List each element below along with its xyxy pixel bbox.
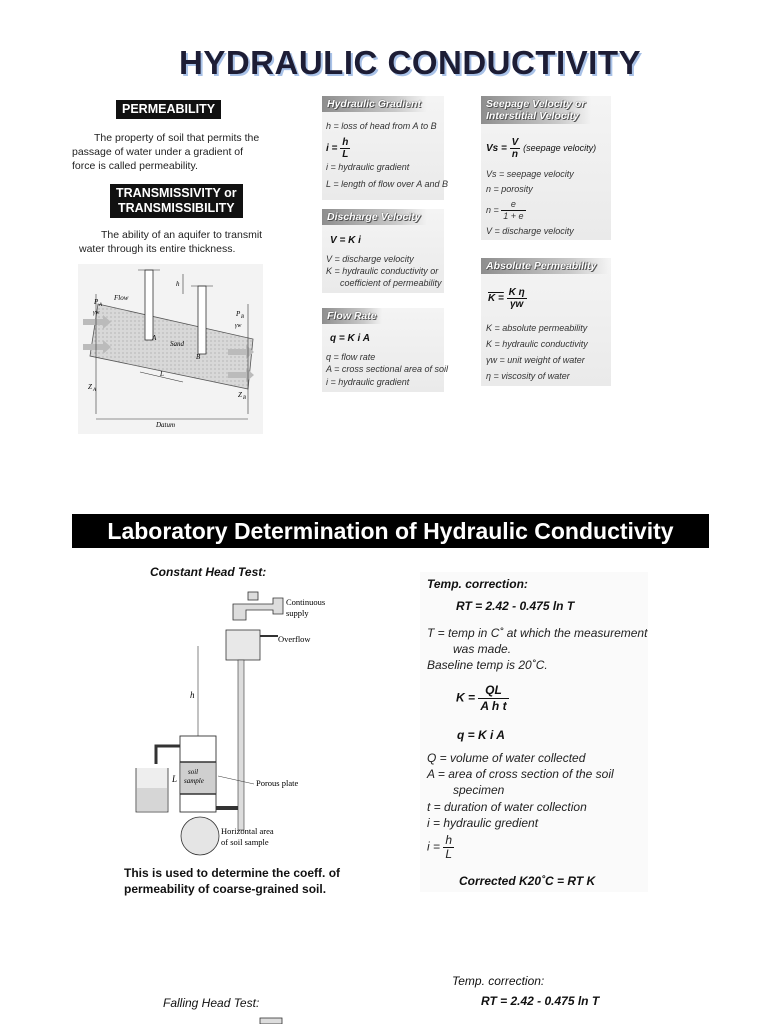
pa-label: P	[94, 298, 99, 306]
eq-left: i =	[427, 839, 441, 854]
overflow-label: Overflow	[278, 634, 311, 644]
eq-num: e	[501, 199, 525, 211]
pa-sub-label: A	[99, 303, 103, 308]
pb-sub-label: B	[241, 315, 245, 320]
transmissivity-line: water through its entire thickness.	[79, 243, 236, 255]
eq-left: K =	[456, 690, 476, 705]
za-sub-label: A	[93, 388, 97, 393]
datum-label: Datum	[156, 421, 176, 429]
flow-rate-header: Flow Rate	[322, 308, 382, 324]
za-label: Z	[88, 383, 92, 391]
eq-num: h	[342, 137, 349, 148]
permeability-label: PERMEABILITY	[116, 100, 221, 119]
absolute-permeability-line: K = hydraulic conductivity	[486, 339, 588, 349]
seepage-line: Vs = seepage velocity	[486, 169, 574, 179]
flow-rate-equation: q = K i A	[330, 333, 370, 344]
sand-label: Sand	[170, 340, 184, 348]
sample-label: sample	[184, 777, 204, 785]
hydraulic-gradient-line: h = loss of head from A to B	[326, 121, 437, 131]
piezometer-a	[145, 270, 153, 340]
page-title: HYDRAULIC CONDUCTIVITY	[179, 44, 641, 81]
discharge-velocity-line: V = discharge velocity	[326, 254, 414, 264]
hydraulic-gradient-header: Hydraulic Gradient	[322, 96, 427, 112]
horizontal-area-circle	[181, 817, 219, 855]
h-label: h	[176, 280, 180, 288]
eq-num: V	[511, 137, 519, 148]
constant-head-title: Constant Head Test:	[150, 565, 267, 579]
eq-den: γw	[510, 299, 524, 310]
absolute-permeability-line: γw = unit weight of water	[486, 355, 585, 365]
definition-line: i = hydraulic gredient	[427, 816, 539, 830]
aquifer-flow-diagram	[78, 264, 263, 434]
discharge-velocity-header: Discharge Velocity	[322, 209, 427, 225]
gamma-w-label: γw	[235, 323, 242, 329]
eq-note: (seepage velocity)	[523, 143, 597, 154]
eq-den: L	[445, 847, 453, 861]
flow-label: Flow	[114, 294, 129, 302]
seepage-velocity-header	[481, 96, 591, 124]
discharge-velocity-line: K = hydraulic conductivity or	[326, 266, 439, 276]
permeability-line: force is called permeability.	[72, 160, 198, 172]
upper-reservoir	[226, 630, 260, 660]
horizontal-area-label: Horizontal area	[221, 826, 274, 836]
temp-correction-line: was made.	[453, 642, 512, 656]
eq-left: i =	[326, 143, 338, 155]
constant-head-caption-line: permeability of coarse-grained soil.	[124, 882, 327, 896]
definition-line: t = duration of water collection	[427, 800, 587, 814]
eq-den: 1 + e	[503, 211, 524, 221]
permeability-text	[72, 131, 272, 173]
horizontal-area-label: of soil sample	[221, 837, 269, 847]
porosity-equation	[486, 199, 526, 222]
transmissivity-label	[110, 184, 243, 218]
transmissivity-text	[79, 228, 279, 256]
transmissivity-label-line: TRANSMISSIVITY or	[116, 186, 237, 200]
eq-num: QL	[478, 683, 508, 699]
temp-correction-line: Baseline temp is 20˚C.	[427, 658, 548, 672]
soil-label: soil	[188, 768, 199, 776]
k-equation	[456, 683, 509, 714]
continuous-label: Continuous	[286, 597, 326, 607]
definition-line: Q = volume of water collected	[427, 751, 586, 765]
zb-sub-label: B	[243, 396, 247, 401]
supply-label: supply	[286, 608, 309, 618]
falling-head-apparatus-top	[256, 1016, 286, 1024]
piezometer-b	[198, 286, 206, 354]
discharge-velocity-equation: V = K i	[330, 235, 361, 246]
eq-den: L	[342, 149, 349, 160]
h-label: h	[190, 690, 195, 700]
l-label: L	[160, 370, 164, 378]
falling-head-title: Falling Head Test:	[163, 996, 260, 1010]
flow-rate-line: q = flow rate	[326, 352, 376, 362]
eq-num: h	[445, 833, 453, 847]
q-equation: q = K i A	[457, 728, 505, 742]
eq-den: A h t	[480, 699, 507, 713]
seepage-header-line: Interstitial Velocity	[486, 110, 579, 122]
eq-den: n	[511, 149, 519, 160]
temp-correction-panel	[420, 572, 648, 892]
hydraulic-gradient-line: L = length of flow over A and B	[326, 179, 448, 189]
faucet-icon	[233, 598, 283, 620]
eq-left: n =	[486, 204, 499, 215]
eq-left: K =	[488, 293, 504, 305]
pb-label: P	[236, 310, 241, 318]
temp-correction-title: Temp. correction:	[427, 577, 528, 591]
seepage-line: V = discharge velocity	[486, 226, 574, 236]
seepage-header-line: Seepage Velocity or	[486, 98, 586, 110]
absolute-permeability-line: η = viscosity of water	[486, 371, 570, 381]
absolute-permeability-header: Absolute Permeability	[481, 258, 609, 274]
permeability-line: The property of soil that permits the	[94, 132, 260, 144]
porous-plate-label: Porous plate	[256, 778, 299, 788]
a-label: A	[152, 334, 157, 342]
absolute-permeability-line: K = absolute permeability	[486, 323, 588, 333]
transmissivity-label-line: TRANSMISSIBILITY	[117, 201, 235, 215]
eq-left: Vs =	[486, 143, 507, 155]
hydraulic-gradient-line: i = hydraulic gradient	[326, 162, 410, 172]
flow-rate-line: i = hydraulic gradient	[326, 377, 410, 387]
transmissivity-line: The ability of an aquifer to transmit	[101, 229, 263, 241]
i-equation	[427, 834, 454, 861]
corrected-k-equation: Corrected K20˚C = RT K	[459, 874, 596, 888]
constant-head-apparatus-diagram	[128, 586, 358, 862]
l-label: L	[172, 774, 178, 784]
eq-num: K η	[508, 287, 525, 298]
falling-head-temp-title: Temp. correction:	[452, 974, 545, 988]
rt-equation: RT = 2.42 - 0.475 ln T	[456, 599, 575, 613]
definition-line: specimen	[453, 783, 505, 797]
hydraulic-gradient-equation	[326, 137, 350, 160]
b-label: B	[196, 353, 201, 361]
seepage-velocity-equation	[486, 137, 596, 160]
lab-determination-banner: Laboratory Determination of Hydraulic Conductivity	[72, 514, 709, 548]
constant-head-caption-line: This is used to determine the coeff. of	[124, 866, 341, 880]
flow-rate-line: A = cross sectional area of soil	[326, 364, 448, 374]
absolute-permeability-equation	[488, 287, 527, 310]
falling-head-rt-equation: RT = 2.42 - 0.475 ln T	[481, 994, 600, 1008]
seepage-line: n = porosity	[486, 184, 533, 194]
definition-line: A = area of cross section of the soil	[427, 767, 614, 781]
zb-label: Z	[238, 391, 242, 399]
gamma-w-label: γw	[93, 310, 100, 316]
permeability-line: passage of water under a gradient of	[72, 146, 244, 158]
temp-correction-line: T = temp in C˚ at which the measurement	[427, 626, 648, 640]
discharge-velocity-line: coefficient of permeability	[340, 278, 442, 288]
